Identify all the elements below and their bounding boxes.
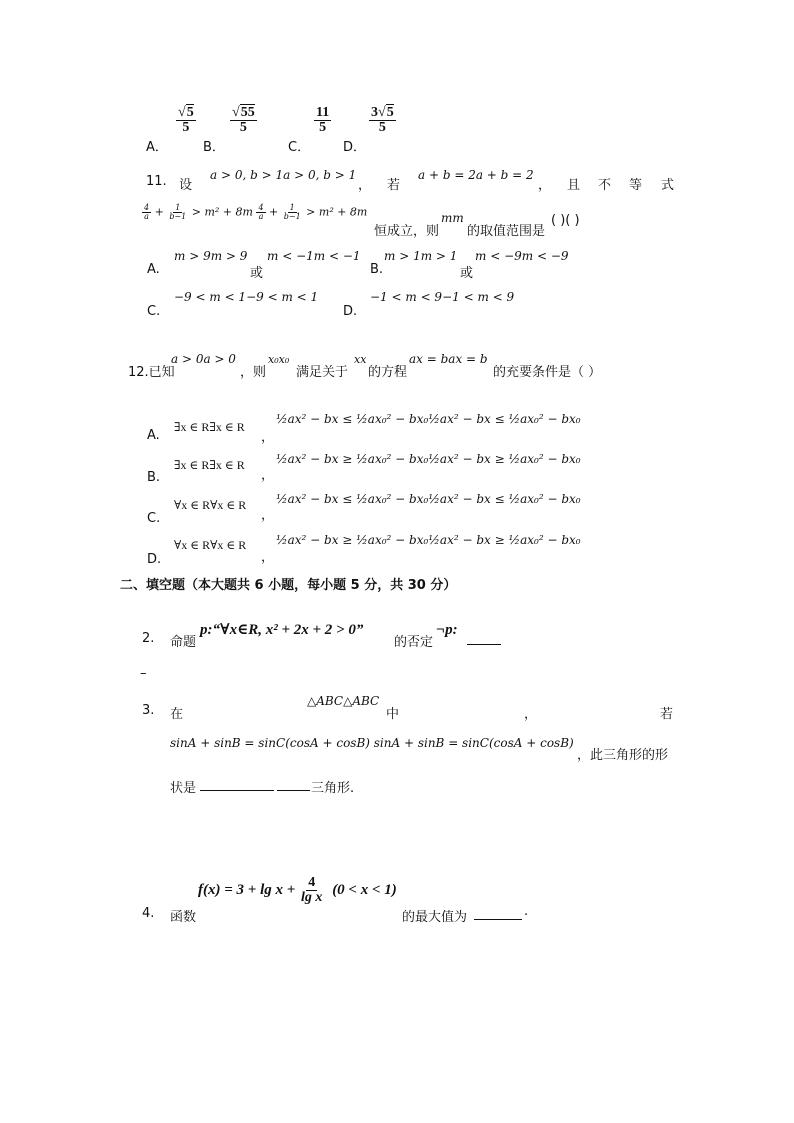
q4-frac-den: lg x <box>301 890 323 905</box>
q2-negation-text: 的否定 <box>394 635 434 650</box>
q12-option-c-expr: ½ax² − bx ≤ ½ax₀² − bx₀½ax² − bx ≤ ½ax₀² − bx₀ <box>276 492 581 506</box>
q12-satisfy: 满足关于 <box>296 365 349 380</box>
q2-number: 2. <box>142 631 155 646</box>
q10-a-den: 5 <box>182 120 190 135</box>
q11-option-b-part1: m > 1m > 1 <box>384 249 458 263</box>
q2-mingti: 命题 <box>170 635 197 650</box>
q12-option-b-label: B. <box>147 470 161 485</box>
q11-option-d-label: D. <box>343 304 358 319</box>
q2-dash: – <box>140 666 147 681</box>
q12-option-c-quant: ∀x ∈ R∀x ∈ R <box>174 498 247 512</box>
q11-deng: 等 <box>629 178 643 193</box>
q12-option-c-comma: ， <box>261 508 275 523</box>
q11-option-c-label: C. <box>147 304 161 319</box>
q12-condition: a > 0a > 0 <box>171 352 236 366</box>
q2-answer-blank[interactable] <box>467 632 501 645</box>
q12-option-a-expr: ½ax² − bx ≤ ½ax₀² − bx₀½ax² − bx ≤ ½ax₀² − bx₀ <box>276 412 581 426</box>
q11-comma-1: ， <box>358 178 372 193</box>
q10-option-a-value: $\frac{√5}{5}$ <box>178 105 194 135</box>
q10-d-coef: 3 <box>371 105 378 120</box>
q11-option-b-part2: m < −9m < −9 <box>475 249 569 263</box>
q12-option-d-label: D. <box>147 552 162 567</box>
q3-shape-prefix: 状是 <box>170 781 197 796</box>
q10-b-num: 55 <box>240 105 255 120</box>
q10-option-c-label: C． <box>288 140 311 155</box>
q10-c-num: 11 <box>316 105 330 120</box>
q10-option-a-label: A． <box>146 140 168 155</box>
q11-option-d: −1 < m < 9−1 < m < 9 <box>370 290 515 304</box>
q2-proposition: p:“∀x∈R, x² + 2x + 2 > 0” <box>200 622 364 638</box>
q3-equation: sinA + sinB = sinC(cosA + cosB) sinA + sinB = sinC(cosA + cosB) <box>170 736 574 750</box>
q10-c-den: 5 <box>319 120 327 135</box>
q10-option-d-label: D． <box>343 140 367 155</box>
q11-shi: 式 <box>661 178 675 193</box>
q4-tail: 的最大值为 <box>402 910 468 925</box>
q11-option-b-label: B. <box>370 262 384 277</box>
q11-hold-text: 恒成立，则 <box>374 224 440 239</box>
q12-then: ，则 <box>240 365 267 380</box>
q12-equation: ax = bax = b <box>409 352 488 366</box>
q3-tail: ，此三角形的形 <box>577 748 669 763</box>
q11-number: 11. <box>146 174 167 189</box>
q4-hanshu: 函数 <box>170 910 197 925</box>
q11-she: 设 <box>179 178 193 193</box>
q11-comma-2: ， <box>538 178 552 193</box>
q3-number: 3. <box>142 703 155 718</box>
q10-option-c-value <box>314 106 331 135</box>
q11-inequality: $\frac{4}{a}$ + $\frac{1}{b-1}$ > m² + 8m $\frac{4}{a}$ + $\frac{1}{b-1}$ > m² + 8m <box>144 203 368 221</box>
q12-option-a-comma: ， <box>261 430 275 445</box>
q10-option-b-value: $\frac{√55}{5}$ <box>232 105 255 135</box>
q12-prefix: 12.已知 <box>128 365 175 380</box>
q11-range-text: 的取值范围是 <box>467 224 546 239</box>
q3-zai: 在 <box>170 707 184 722</box>
q10-a-num: 5 <box>186 105 194 120</box>
q12-suff: 的充要条件是（ ） <box>493 365 602 380</box>
q11-mm: mm <box>441 211 464 225</box>
q11-option-a-label: A. <box>147 262 160 277</box>
q11-option-a-or: 或 <box>250 266 264 281</box>
q11-ruo: 若 <box>387 178 401 193</box>
q12-eq-of: 的方程 <box>368 365 408 380</box>
q4-answer-blank[interactable] <box>474 907 522 920</box>
q12-option-b-expr: ½ax² − bx ≥ ½ax₀² − bx₀½ax² − bx ≥ ½ax₀² − bx₀ <box>276 452 581 466</box>
q4-function: f(x) = 3 + lg x + $\frac{4}{\text{lg x}}$ (0 < x < 1) <box>198 875 397 905</box>
q12-xx: xx <box>354 353 367 366</box>
q3-answer-blank-2[interactable] <box>277 778 310 791</box>
section-2-title: 二、填空题（本大题共 6 小题，每小题 5 分，共 30 分） <box>120 578 457 593</box>
q10-option-d-value: $\frac{3√5}{5}$ <box>371 105 394 135</box>
q12-option-b-quant: ∃x ∈ R∃x ∈ R <box>174 458 245 472</box>
q3-zhong: 中 <box>386 707 400 722</box>
q3-shape-suffix: 三角形. <box>311 781 355 796</box>
q12-option-a-label: A. <box>147 428 160 443</box>
q3-comma: ， <box>524 707 538 722</box>
q10-d-num: 5 <box>386 105 394 120</box>
q12-option-b-comma: ， <box>261 468 275 483</box>
q11-option-c: −9 < m < 1−9 < m < 1 <box>174 290 319 304</box>
q10-option-b-label: B． <box>203 140 225 155</box>
q11-option-b-or: 或 <box>460 266 474 281</box>
q10-b-den: 5 <box>239 120 247 135</box>
q4-frac-num: 4 <box>308 875 316 890</box>
q11-option-a-part2: m < −1m < −1 <box>267 249 361 263</box>
q12-option-d-expr: ½ax² − bx ≥ ½ax₀² − bx₀½ax² − bx ≥ ½ax₀² − bx₀ <box>276 533 581 547</box>
q2-neg-p: ¬p: <box>436 622 458 638</box>
q12-option-d-comma: ， <box>261 550 275 565</box>
q12-option-c-label: C. <box>147 511 161 526</box>
q11-condition-1: a > 0, b > 1a > 0, b > 1 <box>210 168 357 182</box>
q12-option-a-quant: ∃x ∈ R∃x ∈ R <box>174 420 245 434</box>
q4-period: . <box>524 904 529 919</box>
q11-condition-2: a + b = 2a + b = 2 <box>418 168 534 182</box>
q4-number: 4. <box>142 906 155 921</box>
q11-bu: 不 <box>598 178 612 193</box>
q11-option-a-part1: m > 9m > 9 <box>174 249 248 263</box>
q12-x0: x₀x₀ <box>268 353 290 366</box>
q3-ruo: 若 <box>660 707 674 722</box>
q10-d-den: 5 <box>378 120 386 135</box>
q3-triangle: △ABC△ABC <box>307 694 380 708</box>
q12-option-d-quant: ∀x ∈ R∀x ∈ R <box>174 538 247 552</box>
q3-answer-blank-1[interactable] <box>200 778 274 791</box>
q11-qie: 且 <box>567 178 581 193</box>
q11-answer-paren: ( )( ) <box>551 213 580 228</box>
